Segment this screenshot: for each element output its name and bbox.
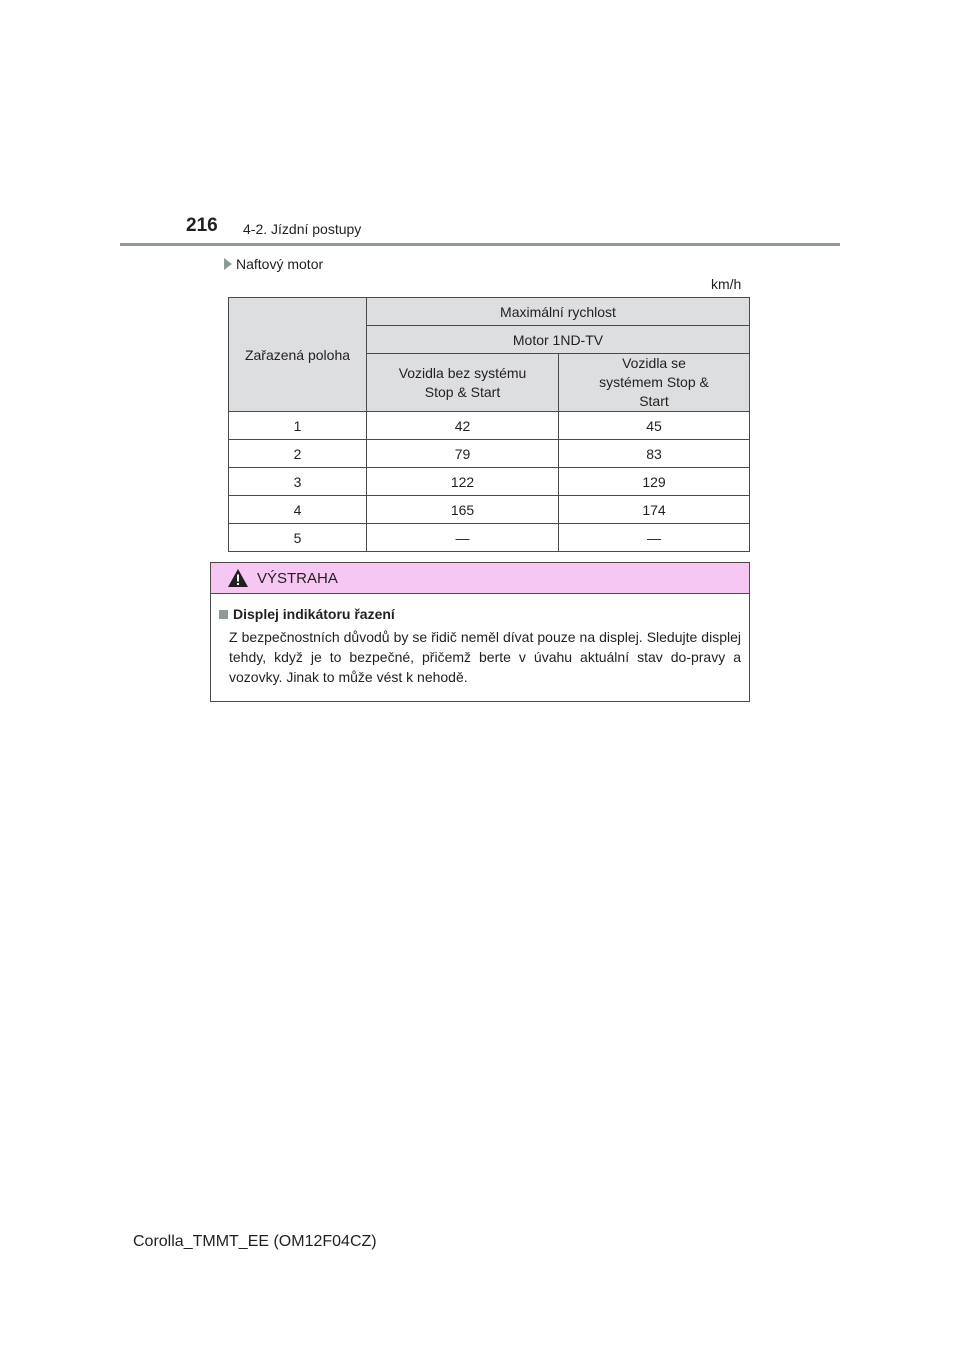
warning-item-title [219,606,741,622]
square-bullet-icon [219,610,228,619]
section-title: 4-2. Jízdní postupy [243,221,362,237]
cell-without: 79 [367,440,559,468]
cell-with: 174 [559,496,750,524]
speed-table [228,297,750,552]
cell-with: 83 [559,440,750,468]
table-row [229,468,750,496]
table-row [229,496,750,524]
subheading [224,256,323,272]
warning-title: VÝSTRAHA [257,569,338,587]
subheading-text: Naftový motor [236,256,324,272]
table-row [229,524,750,552]
cell-gear: 3 [229,468,367,496]
col-header-gear: Zařazená poloha [229,298,367,412]
cell-gear: 5 [229,524,367,552]
warning-triangle-icon [227,568,249,588]
unit-label: km/h [711,276,742,292]
engine-header: Motor 1ND-TV [367,326,750,354]
group-header-max-speed: Maximální rychlost [367,298,750,326]
cell-gear: 4 [229,496,367,524]
cell-gear: 2 [229,440,367,468]
col-header-without-text: Vozidla bez systému Stop & Start [398,364,527,400]
cell-without: — [367,524,559,552]
table-row [229,412,750,440]
warning-header [211,563,749,594]
page-footer: Corolla_TMMT_EE (OM12F04CZ) [133,1233,377,1250]
col-header-with-text: Vozidla se systémem Stop & Start [599,355,709,409]
page-header [0,0,960,250]
table-row [229,440,750,468]
cell-gear: 1 [229,412,367,440]
header-divider [120,243,840,246]
cell-without: 42 [367,412,559,440]
cell-without: 122 [367,468,559,496]
cell-with: — [559,524,750,552]
warning-item-text: Z bezpečnostních důvodů by se řidič neměl dívat pouze na displej. Sledujte displej tehdy, když je to bezpečné, přičemž berte v úvahu aktuální stav do-pravy a vozovky. Jinak to může vést k nehodě. [229,629,741,685]
col-header-without-stop-start [367,354,559,412]
cell-without: 165 [367,496,559,524]
triangle-bullet-icon [224,258,232,270]
warning-body [211,594,749,687]
col-header-with-stop-start [559,354,750,412]
cell-with: 129 [559,468,750,496]
warning-box [210,562,750,702]
cell-with: 45 [559,412,750,440]
page-number: 216 [186,215,218,236]
warning-item-title-text: Displej indikátoru řazení [233,606,395,622]
